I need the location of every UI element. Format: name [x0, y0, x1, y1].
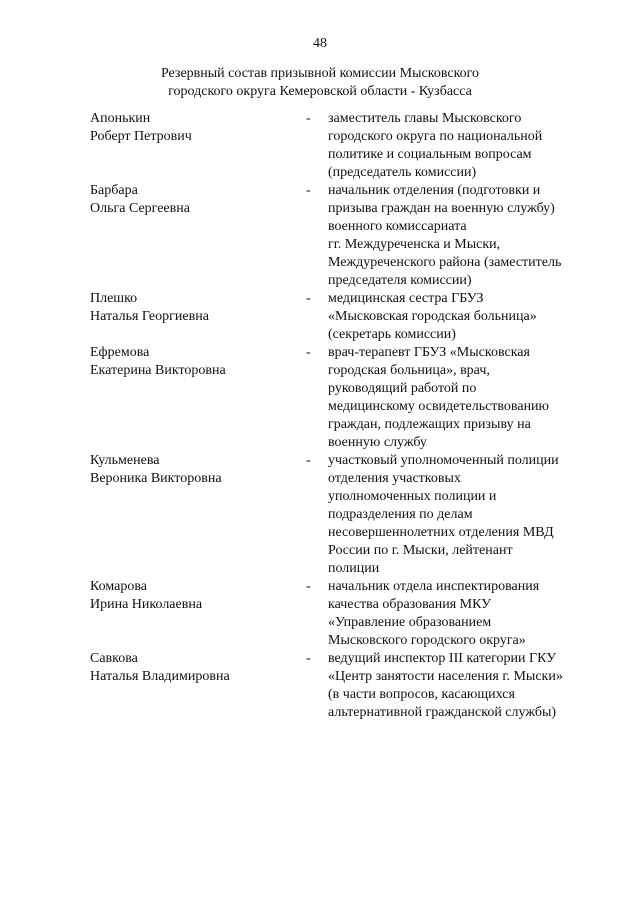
title-line: Резервный состав призывной комиссии Мысковского: [160, 66, 480, 81]
member-role-line: городского округа по национальной: [328, 129, 543, 144]
member-surname: Барбара: [90, 183, 138, 198]
member-role-line: руководящий работой по: [328, 381, 477, 396]
member-entry: [0, 110, 640, 182]
member-role-line: заместитель главы Мысковского: [328, 111, 522, 126]
member-dash: -: [306, 345, 311, 360]
member-role: [328, 110, 598, 182]
member-role-line: несовершеннолетних отделения МВД: [328, 525, 554, 540]
member-role-line: «Центр занятости населения г. Мыски»: [328, 669, 563, 684]
member-role-line: политике и социальным вопросам: [328, 147, 532, 162]
member-given-names: Вероника Викторовна: [90, 471, 222, 486]
member-name: [90, 110, 300, 146]
member-role-line: призыва граждан на военную службу): [328, 201, 555, 216]
member-role-line: качества образования МКУ: [328, 597, 492, 612]
member-entry: [0, 290, 640, 344]
member-dash: -: [306, 453, 311, 468]
member-entry: [0, 344, 640, 452]
member-role-line: (секретарь комиссии): [328, 327, 456, 342]
member-given-names: Екатерина Викторовна: [90, 363, 226, 378]
member-dash: -: [306, 651, 311, 666]
member-role-line: ведущий инспектор III категории ГКУ: [328, 651, 557, 666]
member-role-line: полиции: [328, 561, 380, 576]
member-role-line: России по г. Мыски, лейтенант: [328, 543, 513, 558]
member-role-line: медицинскому освидетельствованию: [328, 399, 550, 414]
title-line: городского округа Кемеровской области - Кузбасса: [168, 84, 472, 99]
member-given-names: Роберт Петрович: [90, 129, 192, 144]
member-dash: -: [306, 579, 311, 594]
member-role: [328, 290, 598, 344]
member-name: [90, 344, 300, 380]
member-role-line: «Мысковская городская больница»: [328, 309, 537, 324]
member-role: [328, 452, 598, 578]
member-role-line: альтернативной гражданской службы): [328, 705, 557, 720]
member-surname: Плешко: [90, 291, 138, 306]
member-dash: -: [306, 183, 311, 198]
member-role-line: уполномоченных полиции и: [328, 489, 497, 504]
page-number: 48: [313, 36, 327, 51]
member-role: [328, 344, 598, 452]
member-entry: [0, 650, 640, 722]
member-entry: [0, 182, 640, 290]
member-role-line: участковый уполномоченный полиции: [328, 453, 559, 468]
member-role-line: отделения участковых: [328, 471, 461, 486]
member-role-line: медицинская сестра ГБУЗ: [328, 291, 484, 306]
member-name: [90, 452, 300, 488]
member-role: [328, 578, 598, 650]
member-given-names: Ольга Сергеевна: [90, 201, 190, 216]
member-role-line: граждан, подлежащих призыву на: [328, 417, 531, 432]
member-dash: -: [306, 291, 311, 306]
member-role-line: начальник отделения (подготовки и: [328, 183, 541, 198]
member-surname: Кульменева: [90, 453, 160, 468]
member-dash: -: [306, 111, 311, 126]
member-role-line: председателя комиссии): [328, 273, 472, 288]
member-role-line: городская больница», врач,: [328, 363, 490, 378]
document-title: [0, 65, 640, 101]
member-role-line: военную службу: [328, 435, 427, 450]
member-given-names: Наталья Владимировна: [90, 669, 230, 684]
member-entry: [0, 452, 640, 578]
member-role-line: (председатель комиссии): [328, 165, 477, 180]
member-surname: Апонькин: [90, 111, 151, 126]
member-role-line: «Управление образованием: [328, 615, 492, 630]
member-role: [328, 182, 598, 290]
member-role-line: (в части вопросов, касающихся: [328, 687, 515, 702]
commission-members-list: [0, 110, 640, 722]
member-surname: Савкова: [90, 651, 138, 666]
member-role-line: начальник отдела инспектирования: [328, 579, 540, 594]
member-name: [90, 650, 300, 686]
member-surname: Ефремова: [90, 345, 150, 360]
member-role-line: врач-терапевт ГБУЗ «Мысковская: [328, 345, 530, 360]
member-role: [328, 650, 598, 722]
member-role-line: подразделения по делам: [328, 507, 473, 522]
member-name: [90, 578, 300, 614]
member-role-line: Междуреченского района (заместитель: [328, 255, 562, 270]
member-surname: Комарова: [90, 579, 147, 594]
member-name: [90, 182, 300, 218]
member-given-names: Наталья Георгиевна: [90, 309, 209, 324]
member-role-line: гг. Междуреченска и Мыски,: [328, 237, 501, 252]
member-entry: [0, 578, 640, 650]
member-given-names: Ирина Николаевна: [90, 597, 203, 612]
member-role-line: Мысковского городского округа»: [328, 633, 526, 648]
member-name: [90, 290, 300, 326]
member-role-line: военного комиссариата: [328, 219, 467, 234]
